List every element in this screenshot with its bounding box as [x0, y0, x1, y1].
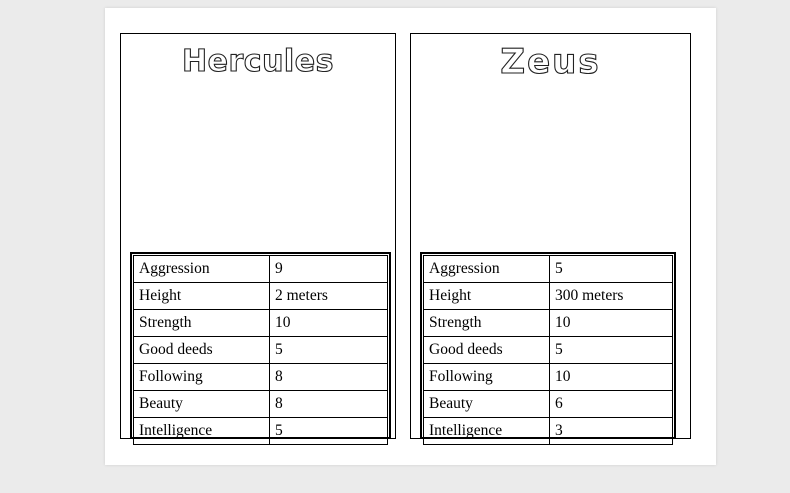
stats-table [130, 252, 391, 439]
stat-label: Beauty [424, 391, 550, 418]
stat-label: Strength [134, 310, 270, 337]
stat-label: Good deeds [134, 337, 270, 364]
stat-value: 10 [270, 310, 388, 337]
table-row [424, 418, 673, 445]
stat-value: 2 meters [270, 283, 388, 310]
stat-label: Following [424, 364, 550, 391]
stat-label: Height [424, 283, 550, 310]
table-row [134, 256, 388, 283]
stat-value: 300 meters [550, 283, 673, 310]
table-row [134, 418, 388, 445]
table-row [424, 310, 673, 337]
stat-label: Intelligence [424, 418, 550, 445]
stat-label: Good deeds [424, 337, 550, 364]
stat-label: Aggression [424, 256, 550, 283]
document-page [105, 8, 716, 465]
table-row [134, 391, 388, 418]
table-row [424, 256, 673, 283]
stat-label: Height [134, 283, 270, 310]
stat-value: 9 [270, 256, 388, 283]
card-title: Zeus [500, 42, 601, 82]
stat-label: Strength [424, 310, 550, 337]
stat-value: 5 [270, 418, 388, 445]
stat-value: 5 [550, 337, 673, 364]
stat-value: 8 [270, 364, 388, 391]
stat-label: Intelligence [134, 418, 270, 445]
table-row [424, 283, 673, 310]
table-row [134, 310, 388, 337]
stat-value: 5 [270, 337, 388, 364]
stat-value: 3 [550, 418, 673, 445]
table-row [134, 337, 388, 364]
table-row [424, 391, 673, 418]
stat-label: Aggression [134, 256, 270, 283]
stat-value: 10 [550, 310, 673, 337]
table-row [134, 283, 388, 310]
table-row [134, 364, 388, 391]
character-card-hercules [120, 33, 396, 439]
table-row [424, 337, 673, 364]
character-card-zeus [410, 33, 691, 439]
stat-value: 10 [550, 364, 673, 391]
stat-value: 6 [550, 391, 673, 418]
stat-label: Following [134, 364, 270, 391]
table-row [424, 364, 673, 391]
stat-value: 5 [550, 256, 673, 283]
stat-label: Beauty [134, 391, 270, 418]
stat-value: 8 [270, 391, 388, 418]
card-title: Hercules [182, 44, 334, 79]
stats-table [420, 252, 676, 439]
